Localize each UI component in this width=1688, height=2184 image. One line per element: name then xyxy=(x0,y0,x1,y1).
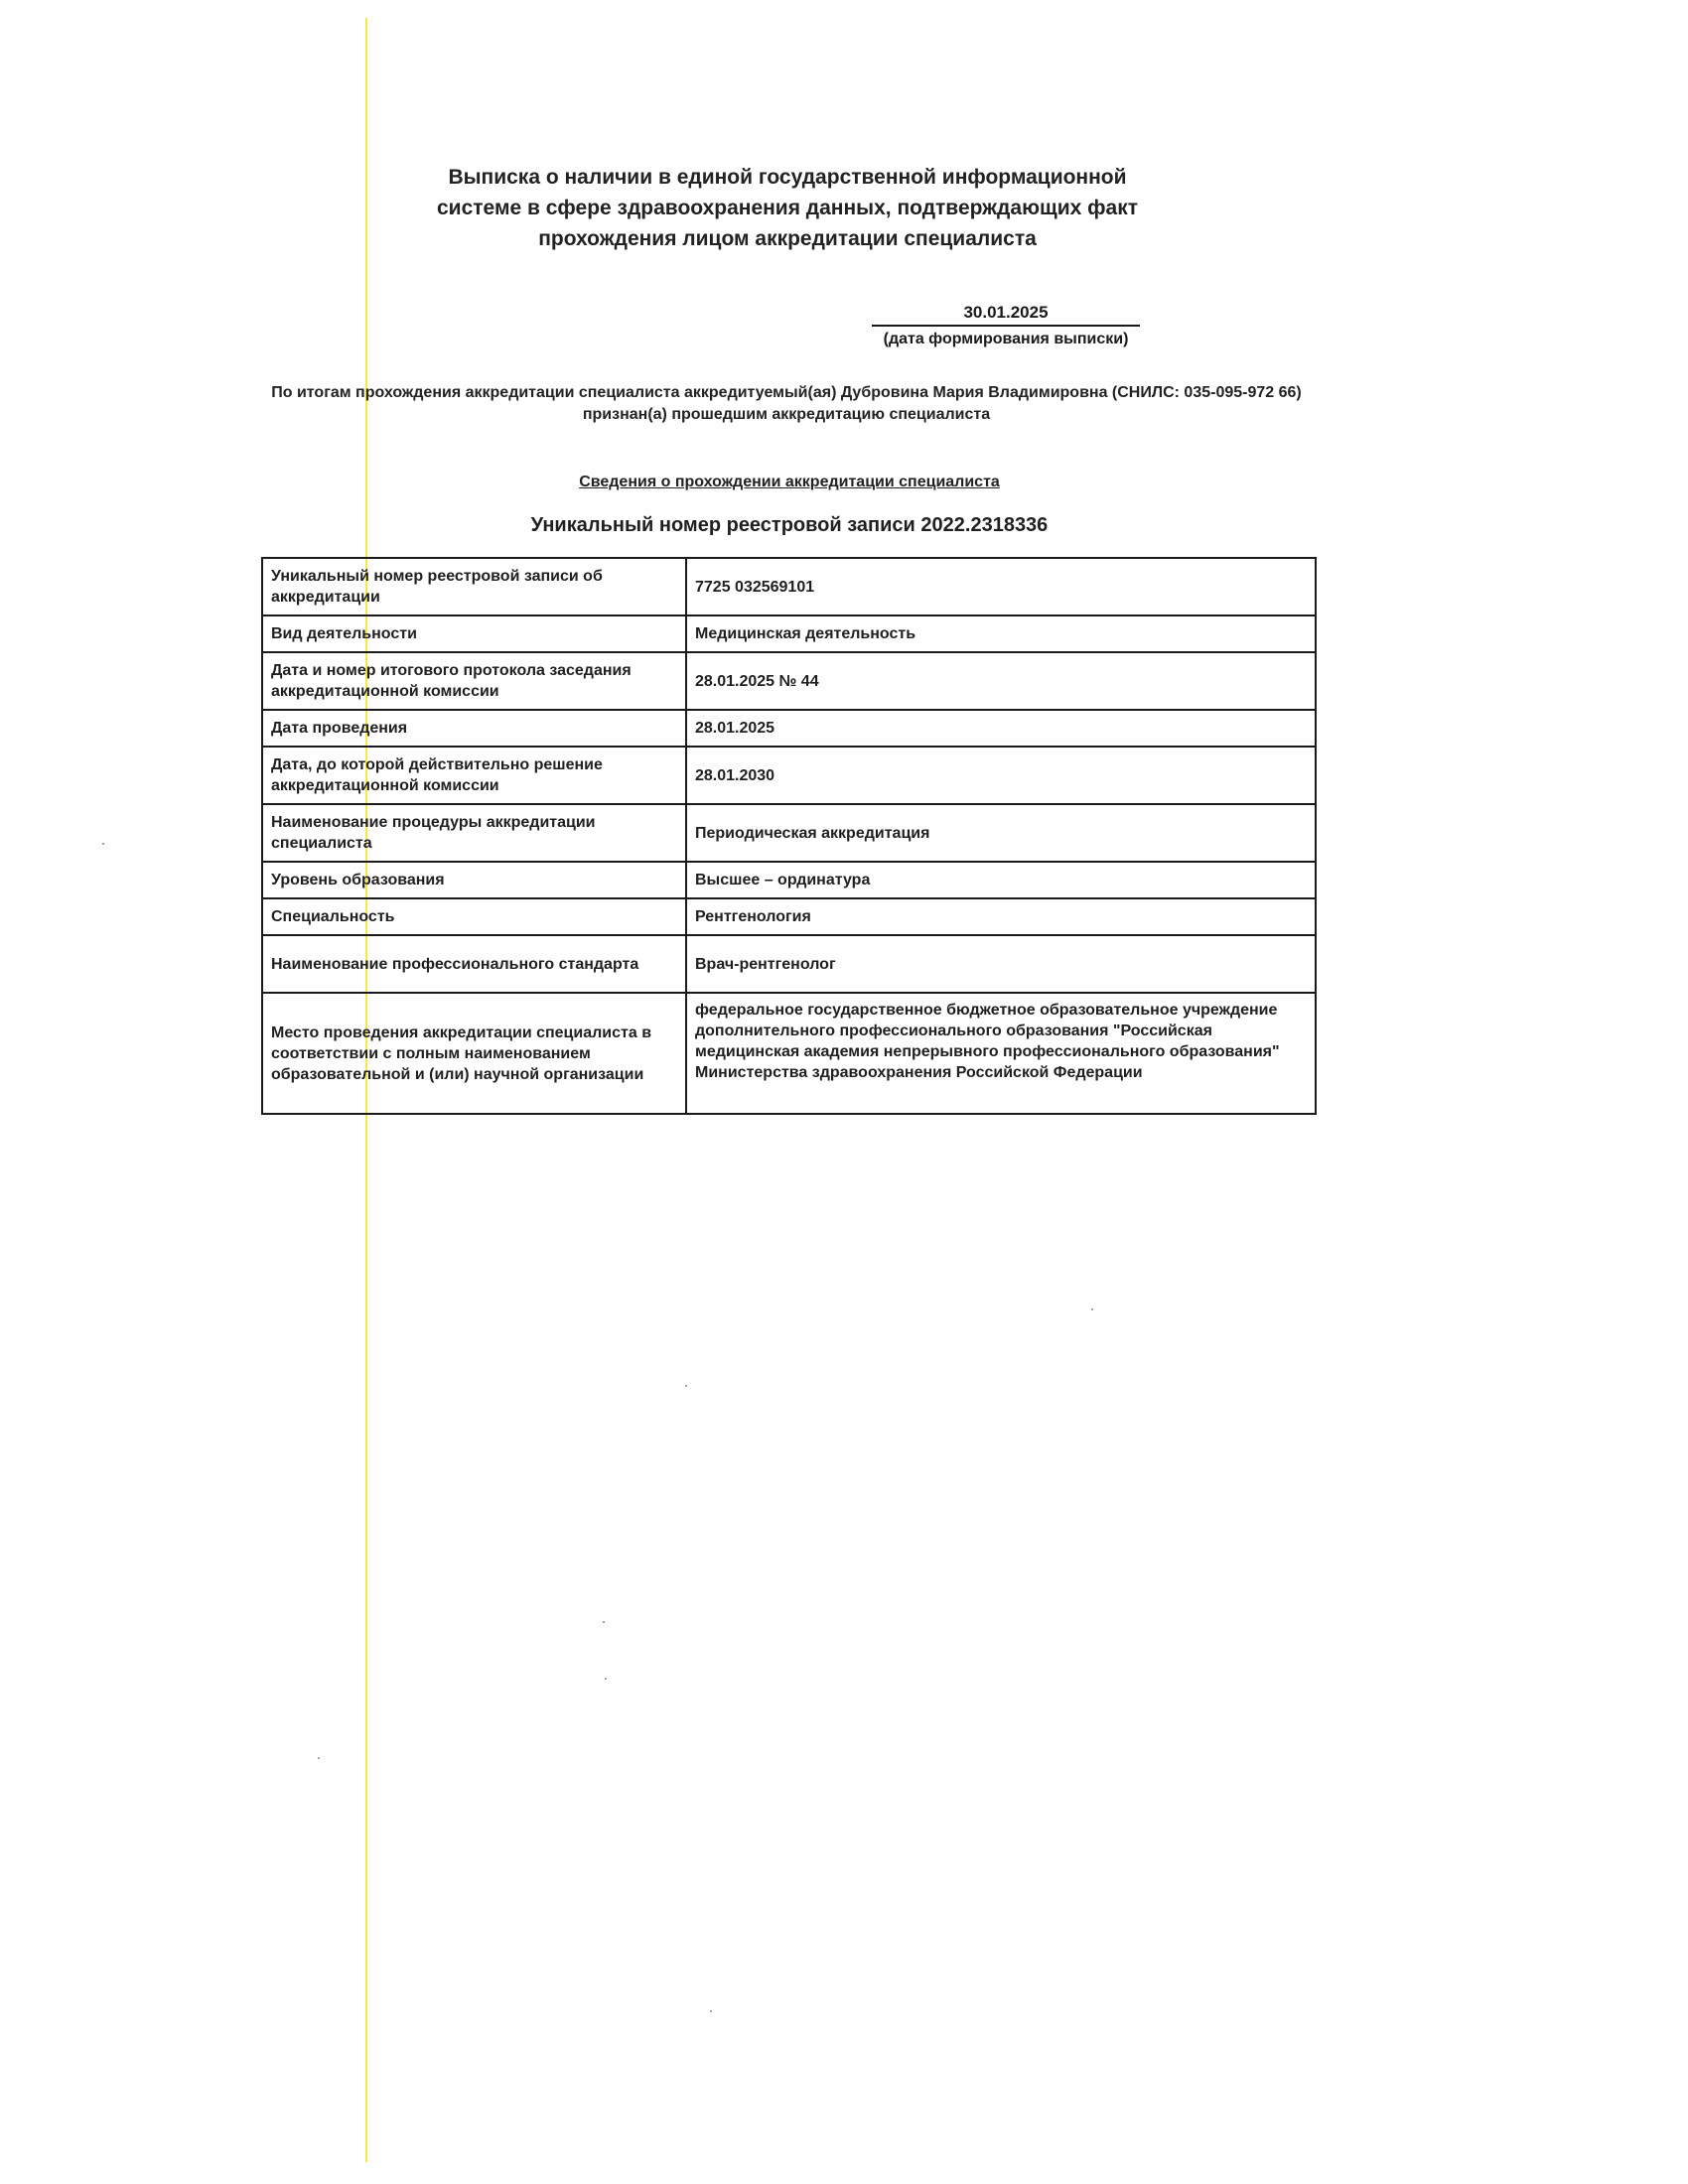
row-value: Врач-рентгенолог xyxy=(686,935,1316,993)
row-value: 7725 032569101 xyxy=(686,558,1316,615)
registry-record-number: Уникальный номер реестровой записи 2022.2318336 xyxy=(530,514,1049,536)
scan-speck xyxy=(710,2010,712,2012)
table-row xyxy=(262,993,1316,1114)
section-heading: Сведения о прохождении аккредитации специалиста xyxy=(579,474,1000,490)
row-value: 28.01.2025 xyxy=(686,710,1316,747)
row-value: Высшее – ординатура xyxy=(686,862,1316,898)
generation-date: 30.01.2025 xyxy=(872,302,1140,327)
generation-date-block xyxy=(867,302,1145,350)
accreditation-details-table xyxy=(261,557,1317,1115)
scan-speck xyxy=(102,843,104,845)
table-row xyxy=(262,804,1316,862)
table-row xyxy=(262,747,1316,804)
table-row xyxy=(262,710,1316,747)
row-label: Наименование профессионального стандарта xyxy=(262,935,686,993)
accreditation-intro-text: По итогам прохождения аккредитации специалиста аккредитуемый(ая) Дубровина Мария Владимировна (СНИЛС: 035-095-972 66) признан(а) прошедшим аккредитацию специалиста xyxy=(271,384,1302,423)
row-value: Медицинская деятельность xyxy=(686,615,1316,652)
scan-speck xyxy=(685,1385,687,1387)
table-row xyxy=(262,935,1316,993)
table-row xyxy=(262,862,1316,898)
row-value: федеральное государственное бюджетное образовательное учреждение дополнительного профессионального образования "Российская медицинская академия непрерывного профессионального образования" Министерства здравоохранения Российской Федерации xyxy=(686,993,1316,1114)
row-label: Наименование процедуры аккредитации специалиста xyxy=(262,804,686,862)
row-value: 28.01.2025 № 44 xyxy=(686,652,1316,710)
row-label: Уникальный номер реестровой записи об аккредитации xyxy=(262,558,686,615)
row-label: Специальность xyxy=(262,898,686,935)
generation-date-caption: (дата формирования выписки) xyxy=(883,331,1129,347)
table-row xyxy=(262,652,1316,710)
row-value: 28.01.2030 xyxy=(686,747,1316,804)
scan-speck xyxy=(318,1757,320,1759)
row-label: Вид деятельности xyxy=(262,615,686,652)
row-label: Дата проведения xyxy=(262,710,686,747)
row-value: Рентгенология xyxy=(686,898,1316,935)
row-label: Место проведения аккредитации специалиста в соответствии с полным наименованием образовательной и (или) научной организации xyxy=(262,993,686,1114)
row-label: Уровень образования xyxy=(262,862,686,898)
row-label: Дата, до которой действительно решение аккредитационной комиссии xyxy=(262,747,686,804)
scan-speck xyxy=(1091,1308,1093,1310)
row-label: Дата и номер итогового протокола заседания аккредитационной комиссии xyxy=(262,652,686,710)
scan-speck xyxy=(605,1678,607,1680)
table-row xyxy=(262,558,1316,615)
table-row xyxy=(262,615,1316,652)
scan-speck xyxy=(603,1621,605,1623)
document-title: Выписка о наличии в единой государственной информационной системе в сфере здравоохранения данных, подтверждающих факт прохождения лицом аккредитации специалиста xyxy=(436,166,1138,250)
row-value: Периодическая аккредитация xyxy=(686,804,1316,862)
table-row xyxy=(262,898,1316,935)
